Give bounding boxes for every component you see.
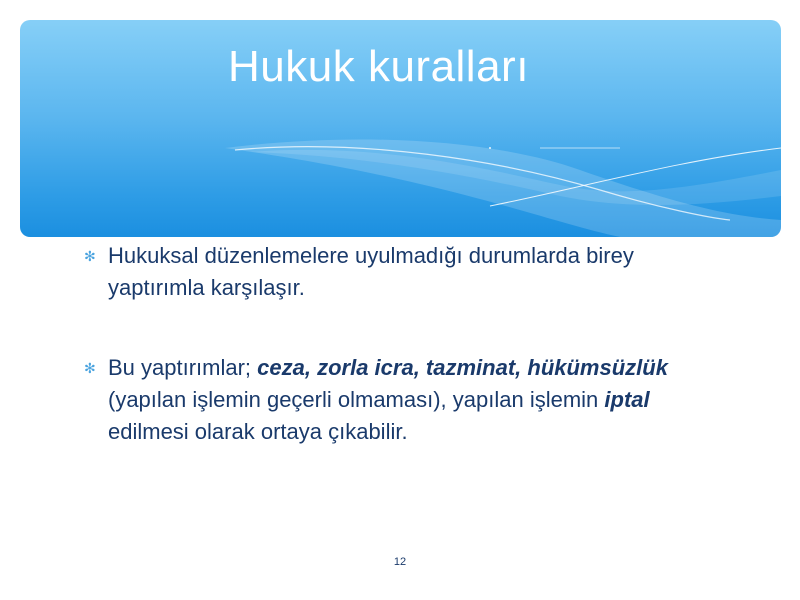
asterisk-bullet-icon: ✻: [84, 248, 96, 264]
asterisk-bullet-icon: ✻: [84, 360, 96, 376]
bullet-text: Hukuksal düzenlemelere uyulmadığı durumlarda birey yaptırımla karşılaşır.: [108, 243, 634, 300]
emphasized-text: iptal: [604, 387, 650, 412]
bullet-text: (yapılan işlemin geçerli olmaması), yapılan işlemin: [108, 387, 605, 412]
bullet-list: [84, 240, 724, 448]
bullet-text: Bu yaptırımlar;: [108, 355, 258, 380]
bullet-text: edilmesi olarak ortaya çıkabilir.: [108, 419, 408, 444]
emphasized-text: ceza, zorla icra, tazminat, hükümsüzlük: [257, 355, 668, 380]
title-banner: [20, 20, 781, 237]
bullet-item: [84, 352, 724, 448]
slide-title: Hukuk kuralları: [228, 42, 529, 91]
page-number: 12: [393, 556, 407, 568]
bullet-item: [84, 240, 724, 304]
